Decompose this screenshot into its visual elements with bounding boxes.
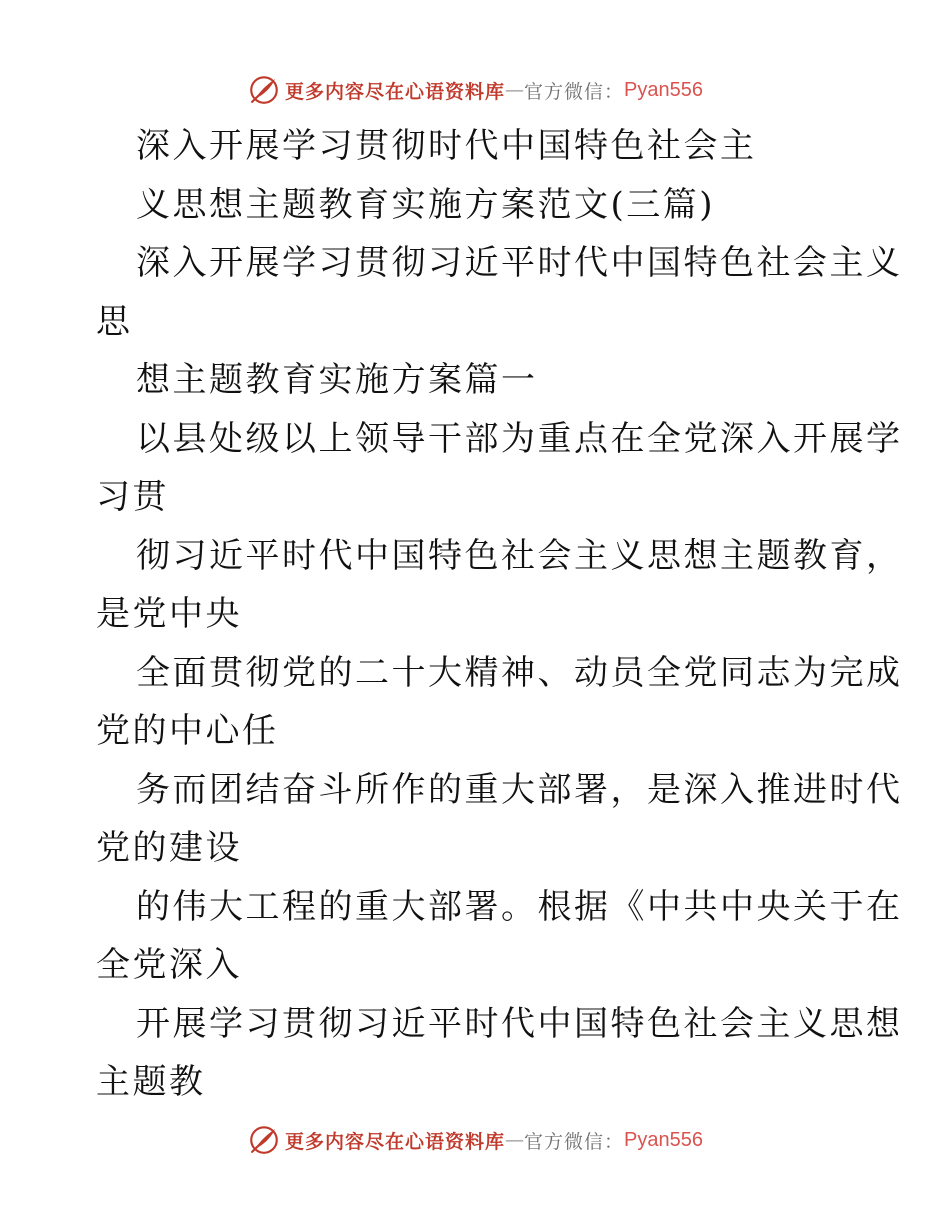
document-body [96,117,903,1112]
doc-text-line: 思 [96,301,133,342]
quill-seal-icon [247,1123,281,1157]
banner-wechat-label: 官方微信： [524,80,625,103]
doc-text-line: 全面贯彻党的二十大精神、动员全党同志为完成 [136,652,903,693]
doc-text-line: 党的建设 [96,828,242,868]
banner-dash: — [505,1129,525,1151]
banner-wechat-id: Pyan556 [624,78,703,101]
banner-wechat-id: Pyan556 [624,1128,703,1151]
doc-text-line: 以县处级以上领导干部为重点在全党深入开展学 [136,418,903,459]
doc-title-line-1: 深入开展学习贯彻时代中国特色社会主 [136,126,757,166]
footer-banner [0,1120,950,1160]
quill-seal-icon [247,73,281,107]
doc-section-heading: 想主题教育实施方案篇一 [136,360,538,400]
banner-site-text: 更多内容尽在心语资料库 [285,1130,506,1153]
banner-wechat-label: 官方微信： [524,1130,625,1153]
doc-text-line: 党的中心任 [96,711,279,751]
doc-text-line: 开展学习贯彻习近平时代中国特色社会主义思想 [136,1003,903,1044]
doc-text-line: 主题教 [96,1062,206,1102]
doc-text-line: 彻习近平时代中国特色社会主义思想主题教育， [136,535,903,576]
banner-site-text: 更多内容尽在心语资料库 [285,80,506,103]
doc-text-line: 是党中央 [96,594,242,634]
doc-text-line: 务而团结奋斗所作的重大部署，是深入推进时代 [136,769,903,810]
doc-text-line: 习贯 [96,477,169,517]
doc-text-line: 的伟大工程的重大部署。根据《中共中央关于在 [136,886,903,927]
doc-title-line-2: 义思想主题教育实施方案范文(三篇) [136,184,716,225]
banner-dash: — [505,79,525,101]
doc-text-line: 深入开展学习贯彻习近平时代中国特色社会主义 [136,243,903,283]
doc-text-line: 全党深入 [96,945,242,985]
header-banner [0,70,950,110]
